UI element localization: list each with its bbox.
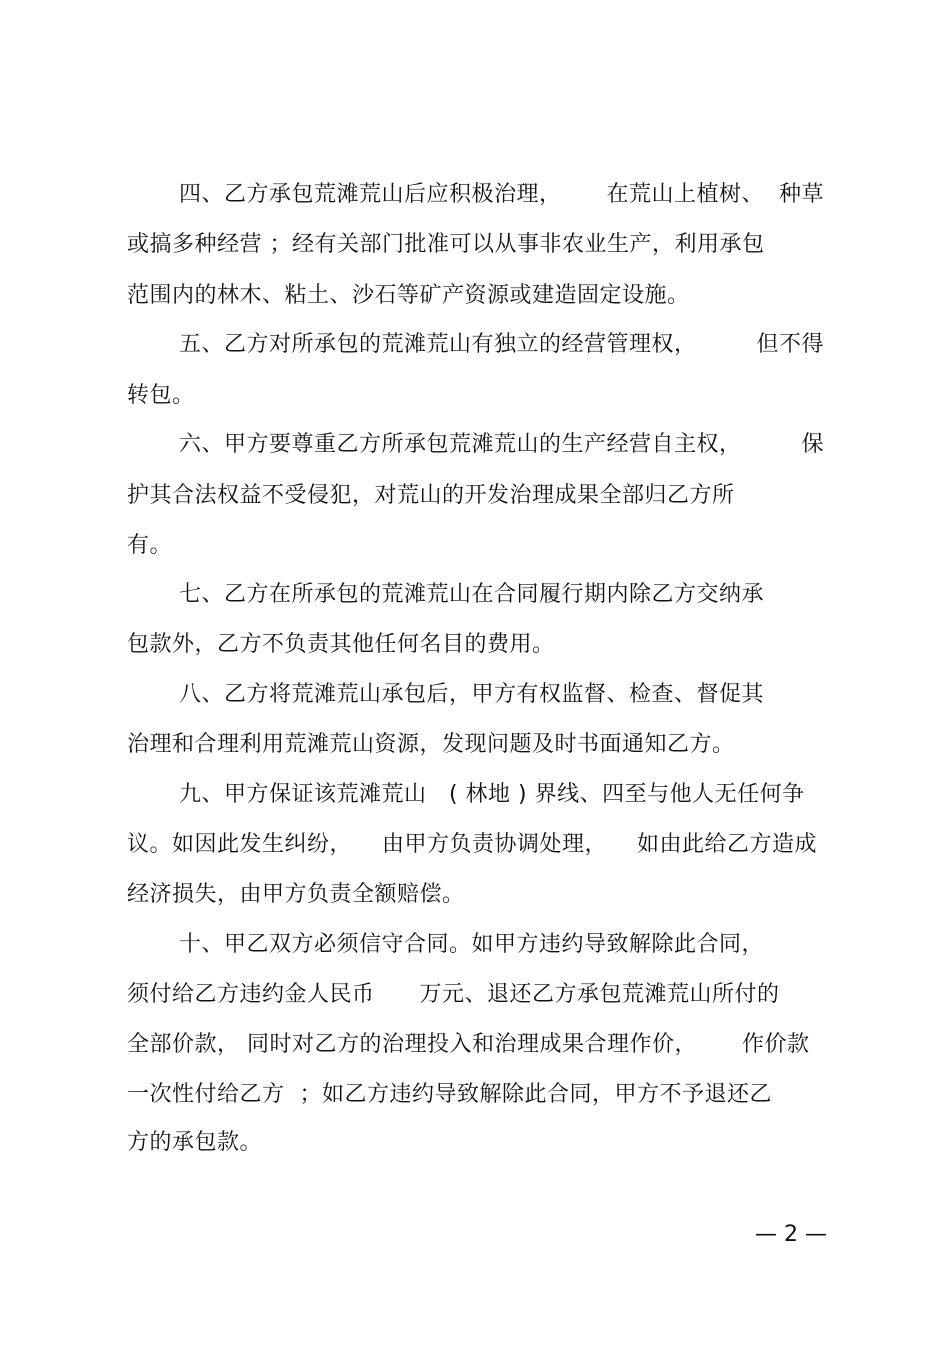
text-line: 有。: [127, 533, 173, 558]
text-line: 转包。: [127, 383, 195, 408]
text-line: 方的承包款。: [127, 1130, 263, 1155]
text-line: 一次性付给乙方 ；如乙方违约导致解除此合同，甲方不予退还乙: [127, 1082, 772, 1107]
text-line: 议。如因此发生纠纷， 由甲方负责协调处理， 如由此给乙方造成: [127, 832, 817, 857]
page-number: — 2 —: [755, 1222, 827, 1247]
text-line: 包款外，乙方不负责其他任何名目的费用。: [127, 632, 555, 657]
text-line: 护其合法权益不受侵犯，对荒山的开发治理成果全部归乙方所: [127, 483, 735, 508]
text-line: 范围内的林木、粘土、沙石等矿产资源或建造固定设施。: [127, 283, 690, 308]
text-line: 或搞多种经营 ；经有关部门批准可以从事非农业生产，利用承包: [127, 232, 765, 257]
text-line: 经济损失，由甲方负责全额赔偿。: [127, 882, 465, 907]
text-line: 八、乙方将荒滩荒山承包后，甲方有权监督、检查、督促其: [179, 682, 765, 707]
text-line: 治理和合理利用荒滩荒山资源，发现问题及时书面通知乙方。: [127, 732, 735, 757]
text-line: 须付给乙方违约金人民币 万元、退还乙方承包荒滩荒山所付的: [127, 982, 780, 1007]
text-line: 七、乙方在所承包的荒滩荒山在合同履行期内除乙方交纳承: [179, 582, 765, 607]
text-line: 九、甲方保证该荒滩荒山 ( 林地 ) 界线、四至与他人无任何争: [179, 782, 805, 807]
text-line: 五、乙方对所承包的荒滩荒山有独立的经营管理权， 但不得: [179, 332, 824, 357]
text-line: 四、乙方承包荒滩荒山后应积极治理， 在荒山上植树、 种草: [179, 182, 824, 207]
text-line: 全部价款， 同时对乙方的治理投入和治理成果合理作价， 作价款: [127, 1032, 810, 1057]
text-line: 六、甲方要尊重乙方所承包荒滩荒山的生产经营自主权， 保: [179, 432, 824, 457]
text-line: 十、甲乙双方必须信守合同。如甲方违约导致解除此合同，: [179, 932, 765, 957]
